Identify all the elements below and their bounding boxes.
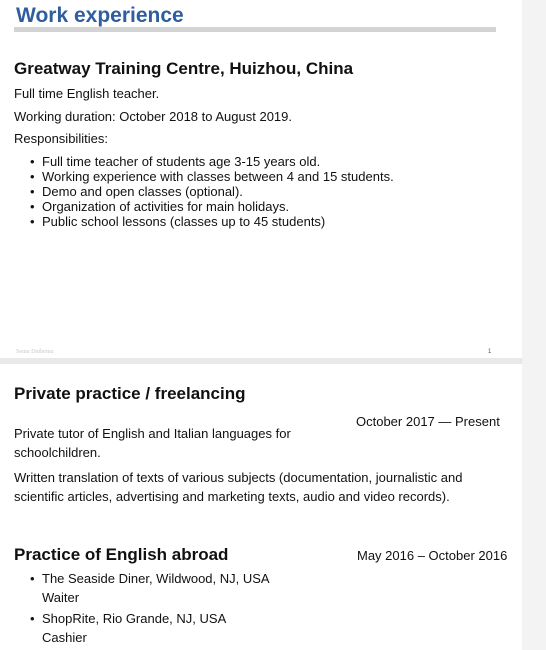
page-number: 1 [488, 349, 492, 355]
abroad-date: May 2016 – October 2016 [357, 548, 508, 563]
job-duration: Working duration: October 2018 to August 2019. [14, 109, 292, 124]
list-item [14, 609, 344, 647]
job-title: Greatway Training Centre, Huizhou, China [14, 59, 354, 78]
section-title-work-experience: Work experience [16, 4, 184, 27]
footer-author-name: Semu Duthemu [16, 349, 54, 355]
scrollbar-track[interactable] [521, 0, 546, 650]
abroad-role: Cashier [42, 630, 87, 645]
abroad-list [14, 569, 344, 647]
freelance-title: Private practice / freelancing [14, 384, 246, 403]
freelance-description-2: Written translation of texts of various subjects (documentation, journalistic and scientific articles, advertising and marketing texts, audio and video records). [14, 470, 463, 504]
list-item: • Full time teacher of students age 3-15 years old. [14, 154, 394, 169]
abroad-title: Practice of English abroad [14, 545, 229, 564]
list-item: • Public school lessons (classes up to 45 students) [14, 214, 394, 229]
list-item: • Working experience with classes between 4 and 15 students. [14, 169, 394, 184]
section-divider [14, 27, 496, 32]
list-item [14, 569, 344, 607]
list-item: • Demo and open classes (optional). [14, 184, 394, 199]
abroad-place: The Seaside Diner, Wildwood, NJ, USA [42, 571, 270, 586]
abroad-place: ShopRite, Rio Grande, NJ, USA [42, 611, 227, 626]
abroad-role: Waiter [42, 590, 80, 605]
responsibilities-list [14, 154, 394, 229]
responsibilities-label: Responsibilities: [14, 131, 108, 146]
freelance-description-1: Private tutor of English and Italian languages for schoolchildren. [14, 426, 291, 460]
job-role: Full time English teacher. [14, 86, 160, 101]
freelance-date: October 2017 — Present [356, 414, 500, 429]
list-item: • Organization of activities for main holidays. [14, 199, 394, 214]
document-page-2 [0, 364, 522, 650]
